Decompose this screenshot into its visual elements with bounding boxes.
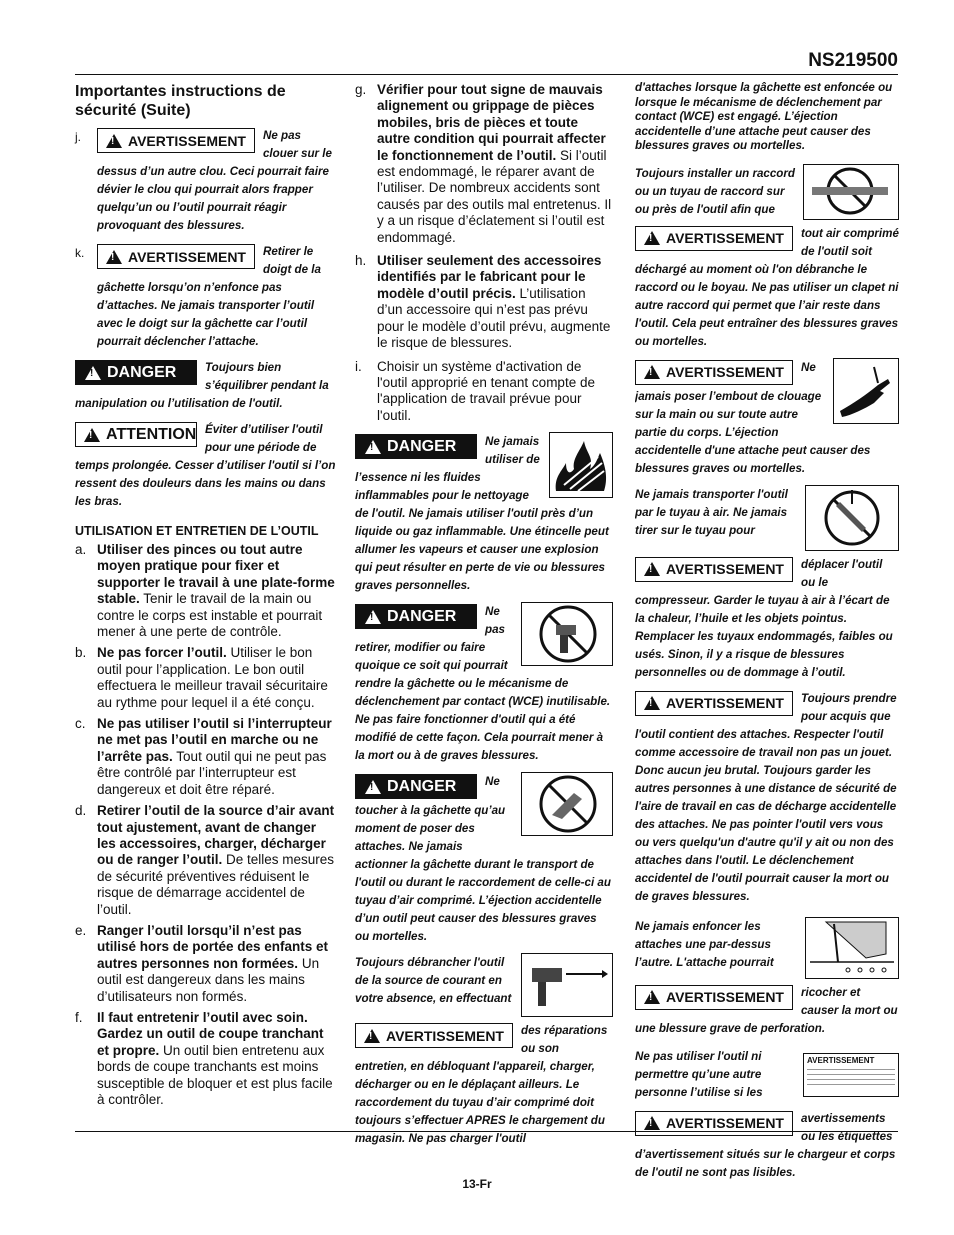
column-1 xyxy=(75,80,337,1113)
list-item: a. Utiliser des pinces ou tout autre moyen pratique pour fixer et supporter le travail à une plate-forme stable. Tenir le travail de la main ou contre le corps est instable et pourrait mener à une perte de contrôle. xyxy=(75,542,335,640)
section-heading: Importantes instructions de sécurité (Suite) xyxy=(75,83,286,119)
fire-icon xyxy=(550,433,611,496)
danger-badge: ! DANGER xyxy=(75,360,197,385)
model-number: NS219500 xyxy=(808,50,898,71)
warning-triangle-icon xyxy=(106,134,122,148)
warning-text: Toujours prendre pour acquis que l'outil contient des attaches. Respecter l'outil comme accessoire de travail non pas un jouet. Donc aucun jeu brutal. Toujours garder les autres personnes à une distance de sécurité de l'aire de travail en cas de décharge accidentelle des attaches. Ne pas pointer l'outil vers vous ou vers quelqu'un d'autre qu'il y ait ou non des attaches dans l'outil. Le déclenchement accidentel de l'outil pourrait causer la mort ou de graves blessures. xyxy=(635,691,897,903)
warning-triangle-icon xyxy=(106,250,122,264)
no-coupling-icon xyxy=(803,164,899,220)
warning-triangle-icon xyxy=(365,440,381,454)
warning-text: Ne jamais poser l’embout de clouage sur la main ou sur toute autre partie du corps. L’éjection accidentelle d'une attache peut causer des blessures graves ou mortelles. xyxy=(635,360,871,475)
warning-badge: ! AVERTISSEMENT xyxy=(635,226,793,251)
top-rule xyxy=(75,74,898,75)
item-letter: j. xyxy=(75,130,81,144)
warning-text: Ne jamais utiliser de l’essence ni les fluides inflammables pour le nettoyage de l'outil. Ne jamais utiliser l'outil près d’un liquide ou gaz inflammable. Une étincelle peut allumer les vapeurs et causer une explosion qui peut résulter en perte de vie ou blessures graves personnelles. xyxy=(355,435,609,593)
warning-badge: ! AVERTISSEMENT xyxy=(635,360,793,385)
warning-triangle-icon xyxy=(84,428,100,442)
warning-coupling xyxy=(635,164,899,350)
warning-hand xyxy=(635,358,899,477)
no-carry-by-hose-icon xyxy=(805,485,899,551)
warning-triangle-icon xyxy=(85,366,101,380)
bottom-rule xyxy=(75,1131,898,1132)
no-modify-tool-icon xyxy=(521,602,613,666)
list-item: h. Utiliser seulement des accessoires identifiés par le fabricant pour le modèle d’outil précis. L’utilisation d’un accessoire qui n’est pas prévu pour le modèle d’outil prévu, augmente le risque de blessures. xyxy=(355,253,611,351)
warning-disconnect xyxy=(355,953,613,1147)
warning-triangle-icon xyxy=(364,1029,380,1043)
list-item: d. Retirer l’outil de la source d’air avant tout ajustement, avant de changer les accessoires, charger, décharger ou de ranger l’outil. De telles mesures de sécurité préventives réduisent le risque de démarrage accidentel de l’outil. xyxy=(75,803,335,917)
warning-label-icon xyxy=(803,1047,899,1105)
warning-triangle-icon xyxy=(644,990,660,1004)
warning-badge: ! AVERTISSEMENT xyxy=(635,985,793,1010)
attention-prolonged-use xyxy=(75,420,337,510)
subsection-heading: UTILISATION ET ENTRETIEN DE L’OUTIL xyxy=(75,524,319,538)
warning-badge: ! AVERTISSEMENT xyxy=(635,691,793,716)
continued-warning-text: d'attaches lorsque la gâchette est enfoncée ou lorsque le mécanisme de déclenchement par contact (WCE) est engagé. L’éjection accidentelle d’une attache peut causer des blessures graves ou mortelles. xyxy=(635,81,893,153)
warning-text: Ne toucher à la gâchette qu’au moment de poser des attaches. Ne jamais actionner la gâchette durant le transport de l'outil ou durant le raccordement de celle-ci au tuyau d’air comprimé. L’éjection accidentelle d’un outil peut causer des blessures graves ou mortelles. xyxy=(355,775,611,944)
warning-text: Ne jamais transporter l'outil par le tuyau à air. Ne jamais tirer sur le tuyau pour déplacer l'outil ou le compresseur. Garder le tuyau à air à l’écart de la chaleur, l’huile et les objets pointus. Remplacer les tuyaux endommagés, faibles ou usés. Sinon, il y a risque de blessures personnelles ou de dommage à l’outil. xyxy=(635,487,893,679)
danger-flammable xyxy=(355,432,613,594)
item-letter: k. xyxy=(75,246,85,260)
danger-badge: ! DANGER xyxy=(355,604,477,629)
item-j xyxy=(75,126,337,242)
warning-nail-on-nail xyxy=(635,917,899,1037)
warning-triangle-icon xyxy=(365,610,381,624)
warning-badge: ! AVERTISSEMENT xyxy=(635,1111,793,1136)
warning-text: Éviter d’utiliser l'outil pour une période de temps prolongée. Cesser d’utiliser l'outil si l’on ressent des douleurs dans les mains ou dans les bras. xyxy=(75,423,336,508)
disconnect-tool-icon xyxy=(521,953,613,1017)
warning-triangle-icon xyxy=(644,562,660,576)
warning-text: Toujours débrancher l'outil de la source de courant en votre absence, en effectuant des réparations ou son entretien, en débloquant l'appareil, charger, décharger ou en le déplaçant ailleurs. Le raccordement du tuyau d’air comprimé doit toujours s’effectuer APRES le chargement du magasin. Ne pas charger l'outil xyxy=(355,956,608,1146)
list-item: g. Vérifier pour tout signe de mauvais alignement ou grippage de pièces mobiles, bris de pièces et toute autre condition qui pourrait affecter le fonctionnement de l’outil. Si l’outil est endommagé, le réparer avant de l’utiliser. De nombreux accidents sont causés par des outils mal entretenus. Il y a un risque d’éclatement si l’outil est endommagé. xyxy=(355,82,612,245)
warning-carry-hose xyxy=(635,485,899,681)
danger-badge: ! DANGER xyxy=(355,774,477,799)
warning-text: Ne pas clouer sur le dessus d’un autre clou. Ceci pourrait faire dévier le clou qui pourrait alors frapper quelqu’un ou l’outil pourrait réagir provoquant des blessures. xyxy=(97,129,332,232)
list-item: e. Ranger l’outil lorsqu’il n’est pas utilisé hors de portée des enfants et autres personnes non formées. Un outil est dangereux dans les mains d’utilisateurs non formés. xyxy=(75,922,329,1004)
page-number: 13-Fr xyxy=(462,1177,492,1191)
warning-assume-loaded xyxy=(635,689,899,905)
warning-text: Ne jamais enfoncer les attaches une par-dessus l’autre. L'attache pourrait ricocher et causer la mort ou une blessure grave de perforation. xyxy=(635,919,898,1035)
hand-hazard-icon xyxy=(833,358,899,424)
warning-text: Retirer le doigt de la gâchette lorsqu’on n’enfonce pas d’attaches. Ne jamais transporter l’outil avec le doigt sur la gâchette car l’outil pourrait déclencher l’attache. xyxy=(97,245,321,348)
warning-triangle-icon xyxy=(644,365,660,379)
no-trigger-icon xyxy=(521,772,613,836)
list-item: c. Ne pas utiliser l’outil si l’interrupteur ne met pas l’outil en marche ou ne l’arrête pas. Tout outil qui ne peut pas être contrôlé par l’interrupteur est dangereux et doit être réparé. xyxy=(75,716,332,797)
warning-badge: ! AVERTISSEMENT xyxy=(635,557,793,582)
warning-badge: ! AVERTISSEMENT xyxy=(97,244,255,269)
list-item: f. Il faut entretenir l’outil avec soin. Gardez un outil de coupe tranchant et propre. Un outil bien entretenu aux bords de coupe tranchants est moins susceptible de bloquer et est plus facile à contrôler. xyxy=(75,1009,333,1107)
warning-text: Toujours installer un raccord ou un tuyau de raccord sur ou près de l'outil afin que tout air comprimé de l'outil soit déchargé au moment où l'on débranche le raccord ou le boyau. Ne pas utiliser un clapet ni autre raccord qui permet que l’air reste dans l'outil. Cela peut entraîner des blessures graves ou mortelles. xyxy=(635,166,899,348)
attention-badge: ! ATTENTION xyxy=(75,422,197,447)
warning-badge: ! AVERTISSEMENT xyxy=(97,128,255,153)
warning-text: Ne pas retirer, modifier ou faire quoique ce soit qui pourrait rendre la gâchette ou le mécanisme de déclenchement par contact (WCE) inutilisable. Ne pas faire fonctionner d'outil qui a été modifié de cette façon. Cela pourrait mener à la mort ou à de graves blessures. xyxy=(355,605,611,763)
danger-trigger xyxy=(355,772,613,945)
warning-text: Ne pas utiliser l'outil ni permettre qu’une autre personne l’utilise si les avertissements ou les étiquettes d’avertissement situés sur le chargeur et corps de l'outil ne sont pas lisibles. xyxy=(635,1049,896,1179)
danger-wce xyxy=(355,602,613,764)
list-item: b. Ne pas forcer l’outil. Utiliser le bon outil pour l’application. Le bon outil effectuera le meilleur travail sécuritaire au rythme pour lequel il a été conçu. xyxy=(75,645,328,710)
column-3 xyxy=(635,81,899,1189)
warning-triangle-icon xyxy=(644,231,660,245)
fire-hazard-icon xyxy=(549,432,613,498)
item-k xyxy=(75,242,337,358)
warning-illegible-labels xyxy=(635,1047,899,1181)
list-item: i. Choisir un système d'activation de l'outil approprié en tenant compte de l'application de travail prévue pour l'outil. xyxy=(355,358,595,423)
warning-badge: ! AVERTISSEMENT xyxy=(355,1023,513,1048)
nail-on-nail-icon xyxy=(805,917,899,979)
warning-triangle-icon xyxy=(365,780,381,794)
column-2 xyxy=(355,82,613,1155)
label-heading: AVERTISSEMENT xyxy=(807,1055,875,1065)
warning-triangle-icon xyxy=(644,696,660,710)
warning-triangle-icon xyxy=(644,1116,660,1130)
danger-badge: ! DANGER xyxy=(355,434,477,459)
warning-text: Toujours bien s’équilibrer pendant la manipulation ou l’utilisation de l'outil. xyxy=(75,361,329,410)
danger-balance xyxy=(75,358,337,412)
